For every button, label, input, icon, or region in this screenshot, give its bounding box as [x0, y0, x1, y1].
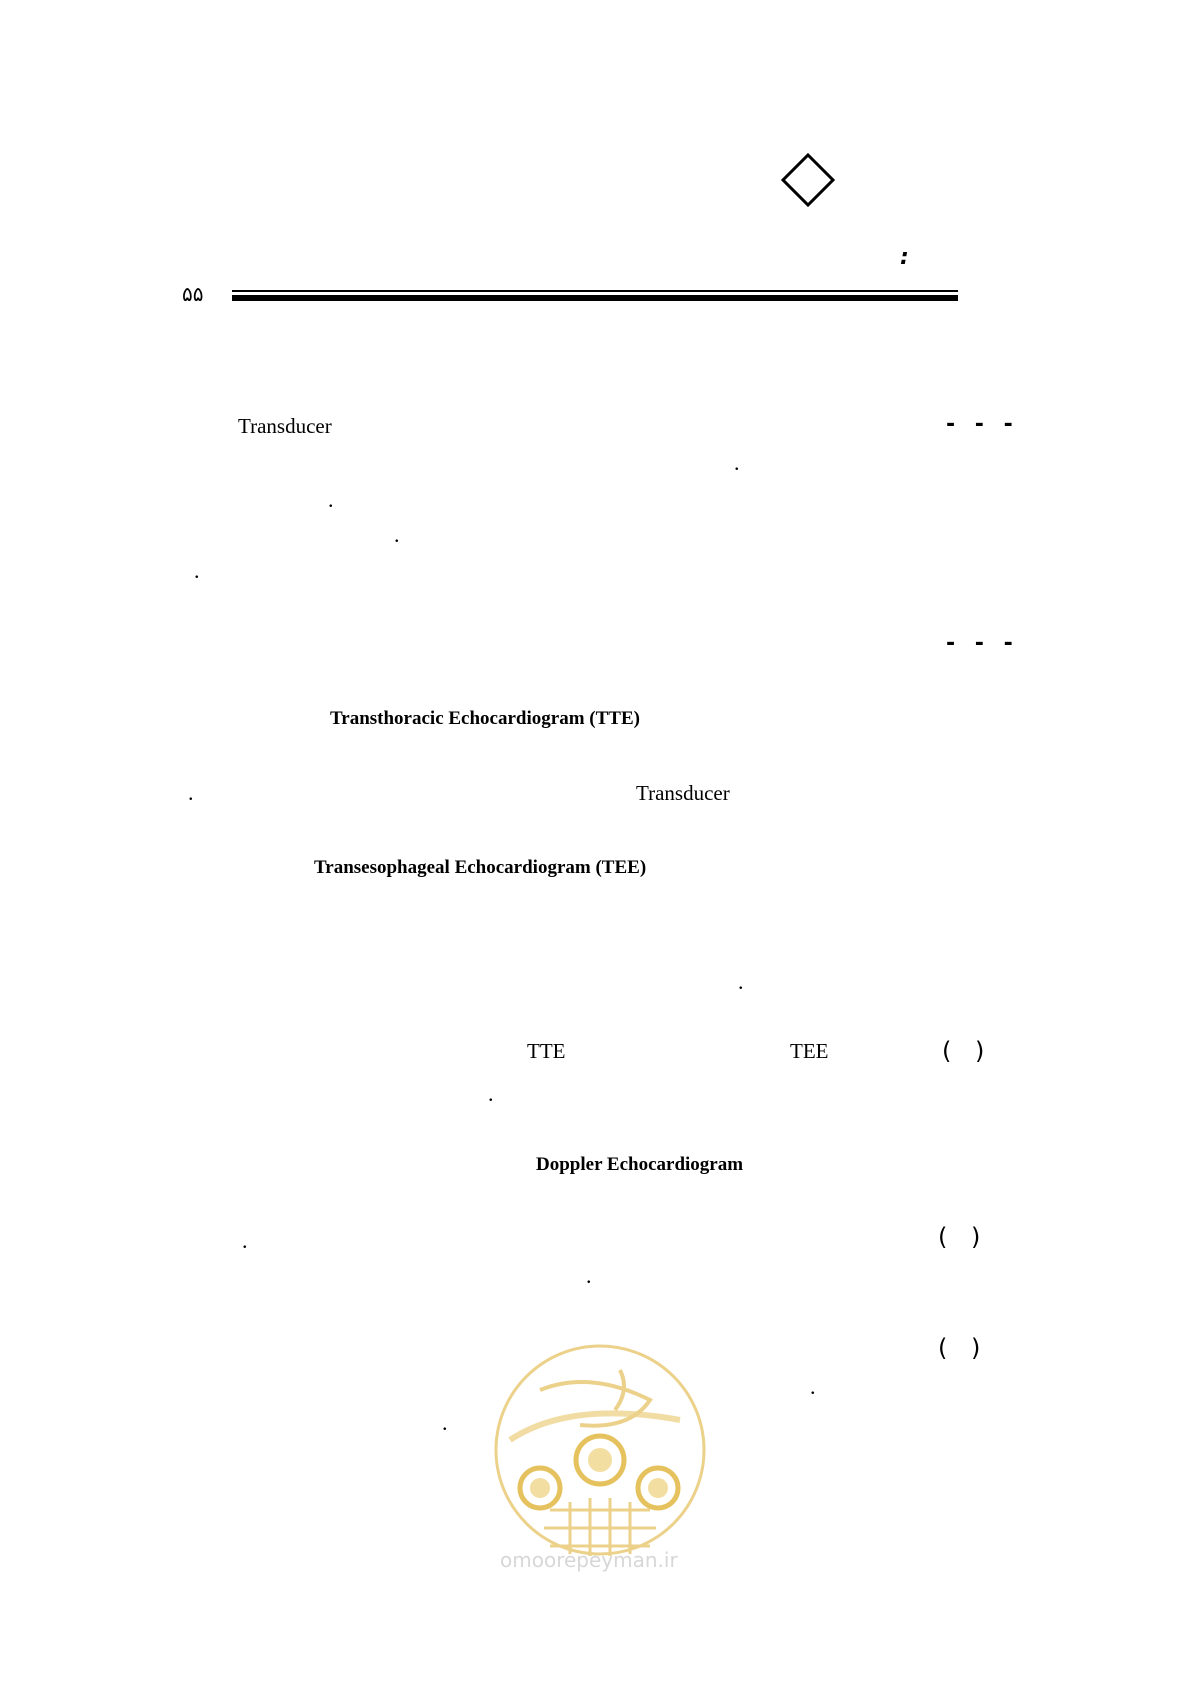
- header-rule-thin: [232, 290, 958, 292]
- paren-marker: ( ): [938, 1334, 989, 1362]
- sentence-period: .: [394, 522, 400, 547]
- watermark-logo-icon: [480, 1330, 720, 1578]
- sentence-period: .: [586, 1263, 592, 1288]
- header-rule-thick: [232, 295, 958, 301]
- heading-tee: Transesophageal Echocardiogram (TEE): [314, 857, 647, 878]
- sentence-period: .: [188, 780, 194, 805]
- term-tee: TEE: [790, 1039, 829, 1063]
- heading-tte: Transthoracic Echocardiogram (TTE): [330, 708, 640, 729]
- sentence-period: .: [488, 1081, 494, 1106]
- sentence-period: .: [810, 1374, 816, 1399]
- term-tte: TTE: [527, 1039, 566, 1063]
- diamond-ornament-icon: [780, 152, 836, 208]
- sentence-period: .: [738, 969, 744, 994]
- term-transducer: Transducer: [238, 414, 332, 438]
- header-colon: :: [900, 245, 909, 270]
- list-marker-dashes: - - -: [946, 631, 1019, 656]
- paren-marker: ( ): [942, 1037, 993, 1065]
- heading-doppler: Doppler Echocardiogram: [536, 1154, 744, 1175]
- sentence-period: .: [442, 1410, 448, 1435]
- sentence-period: .: [328, 487, 334, 512]
- term-transducer: Transducer: [636, 781, 730, 805]
- sentence-period: .: [242, 1228, 248, 1253]
- page-number: ۵۵: [182, 282, 204, 306]
- watermark-site-text: omoorepeyman.ir: [500, 1548, 678, 1572]
- paren-marker: ( ): [938, 1223, 989, 1251]
- list-marker-dashes: - - -: [946, 412, 1019, 437]
- sentence-period: .: [194, 558, 200, 583]
- sentence-period: .: [734, 450, 740, 475]
